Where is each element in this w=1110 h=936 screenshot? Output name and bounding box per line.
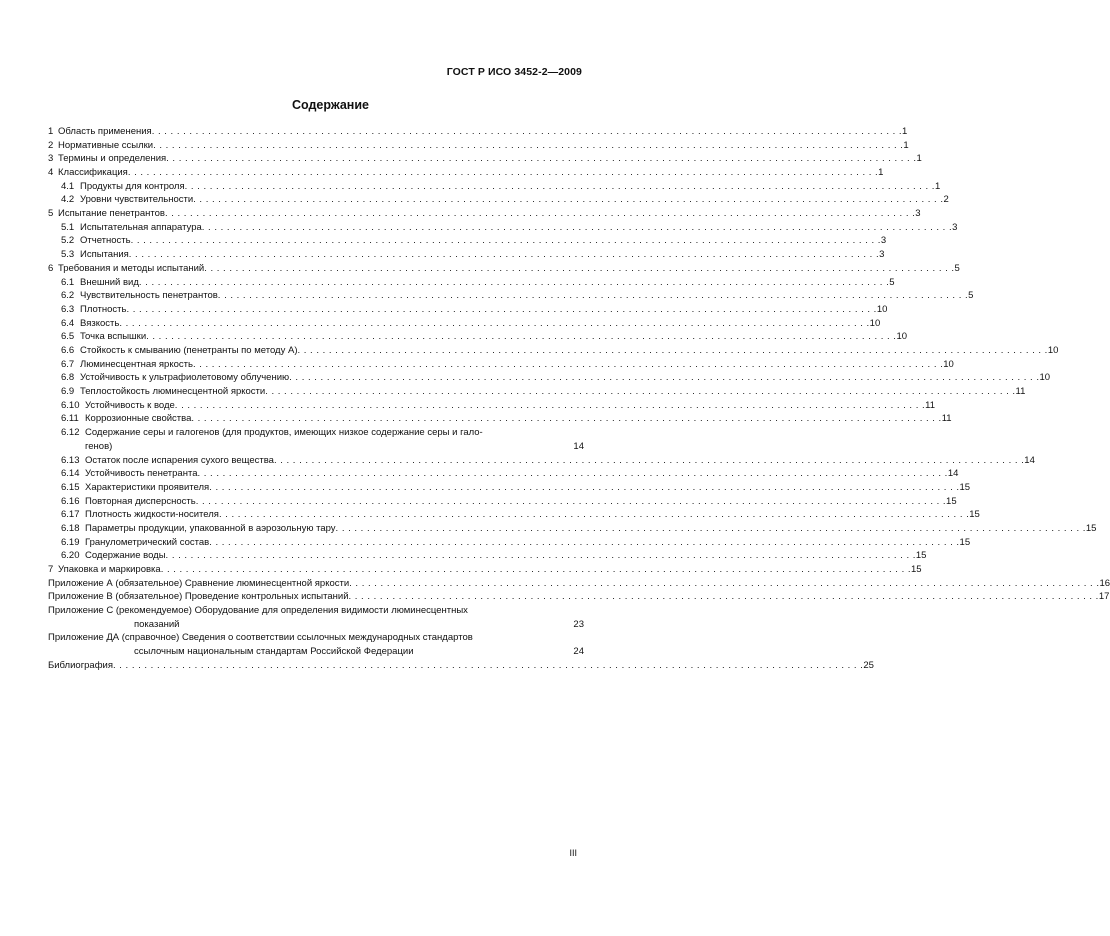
toc-entry-title: Испытания: [80, 249, 129, 261]
dot-leader: [126, 303, 876, 317]
dot-leader: [265, 385, 1015, 399]
table-of-contents: [48, 125, 1110, 673]
toc-entry-title: Нормативные ссылки: [58, 139, 154, 151]
toc-entry[interactable]: [48, 166, 884, 180]
toc-entry-page: 15: [1085, 522, 1097, 534]
toc-entry[interactable]: [48, 248, 885, 262]
toc-entry-number: 6.16: [61, 495, 80, 507]
toc-entry-title: Упаковка и маркировка: [58, 564, 161, 575]
toc-entry[interactable]: [48, 180, 941, 194]
toc-entry-page: 15: [959, 481, 971, 493]
toc-entry-number: 3: [48, 153, 54, 165]
toc-entry-page: 1: [902, 125, 908, 137]
toc-title: Содержание: [291, 98, 369, 112]
toc-entry-page: 15: [911, 564, 922, 575]
dot-leader: [153, 139, 903, 153]
toc-entry-number: 4.2: [61, 194, 75, 206]
toc-entry[interactable]: [48, 385, 1026, 399]
dot-leader: [161, 563, 911, 577]
toc-entry-title: Классификация: [58, 167, 128, 179]
dot-leader: [204, 262, 954, 276]
toc-entry-number: 6.13: [61, 454, 80, 466]
dot-leader: [128, 166, 878, 180]
toc-entry-title: Люминесцентная яркость: [80, 358, 193, 370]
toc-entry-number: 6.20: [61, 550, 80, 562]
toc-entry[interactable]: [48, 221, 958, 235]
toc-entry-number: 6.9: [61, 386, 75, 398]
toc-entry-title-continued: генов): [85, 440, 113, 452]
toc-entry-page: 14: [573, 440, 584, 452]
toc-entry-number: 6.3: [61, 303, 75, 315]
toc-entry[interactable]: [48, 139, 909, 153]
toc-entry-title: Остаток после испарения сухого вещества: [85, 454, 274, 466]
dot-leader: [209, 536, 959, 550]
toc-entry[interactable]: [48, 317, 881, 331]
toc-entry-page: 2: [943, 194, 949, 206]
toc-entry[interactable]: [48, 207, 921, 221]
toc-entry-title: Плотность жидкости-носителя: [85, 509, 219, 521]
toc-entry-number: 5.3: [61, 249, 75, 261]
dot-leader: [152, 125, 902, 139]
toc-entry-number: 6.8: [61, 372, 75, 384]
toc-entry[interactable]: [48, 330, 908, 344]
toc-entry-number: 2: [48, 139, 54, 151]
toc-entry[interactable]: [48, 125, 908, 139]
toc-entry-page: 11: [941, 413, 952, 425]
toc-entry-title: Библиография: [48, 659, 113, 671]
dot-leader: [209, 481, 959, 495]
toc-entry-page: 11: [1015, 386, 1026, 398]
toc-entry[interactable]: [48, 536, 971, 550]
toc-entry-number: 6.19: [61, 536, 80, 548]
toc-entry-number: 6.18: [61, 522, 80, 534]
dot-leader: [202, 221, 952, 235]
toc-entry-title: Испытание пенетрантов: [58, 208, 165, 220]
dot-leader: [297, 344, 1047, 358]
dot-leader: [146, 330, 896, 344]
dot-leader: [219, 508, 969, 522]
toc-entry-number: 6.15: [61, 481, 80, 493]
toc-entry-title: Содержание серы и галогенов (для продуктов, имеющих низкое содержание серы и гало-: [85, 427, 483, 439]
toc-entry-number: 6.4: [61, 317, 75, 329]
toc-entry-title: Стойкость к смыванию (пенетранты по методу А): [80, 344, 298, 356]
dot-leader: [129, 248, 879, 262]
toc-entry[interactable]: [48, 495, 957, 509]
toc-entry-number: 5.2: [61, 235, 75, 247]
toc-entry-page: 15: [946, 495, 957, 507]
dot-leader: [165, 207, 915, 221]
dot-leader: [198, 467, 948, 481]
toc-entry[interactable]: [48, 563, 922, 577]
toc-entry[interactable]: [48, 344, 1059, 358]
toc-entry[interactable]: [48, 549, 927, 563]
toc-entry-number: 6.5: [61, 331, 75, 343]
toc-entry-title: Уровни чувствительности: [80, 194, 194, 206]
toc-entry-title: Приложение С (рекомендуемое) Оборудование для определения видимости люминесцентных: [48, 605, 468, 617]
toc-entry-title: Коррозионные свойства: [85, 413, 192, 425]
toc-entry-page: 15: [969, 509, 980, 521]
toc-entry-page: 16: [1099, 577, 1110, 589]
toc-entry[interactable]: [48, 467, 959, 481]
toc-entry[interactable]: [48, 508, 980, 522]
toc-entry-number: 4.1: [61, 180, 75, 192]
toc-entry[interactable]: [48, 454, 1035, 468]
toc-entry-number: 6.14: [61, 468, 80, 480]
toc-entry[interactable]: [48, 631, 584, 658]
toc-entry-title: Содержание воды: [85, 550, 166, 562]
toc-entry-title: Приложение ДА (справочное) Сведения о соответствии ссылочных международных стандартов: [48, 632, 473, 644]
toc-entry[interactable]: [48, 152, 922, 166]
toc-entry-title: Повторная дисперсность: [85, 495, 196, 507]
dot-leader: [193, 358, 943, 372]
dot-leader: [185, 180, 935, 194]
toc-entry-title: Требования и методы испытаний: [58, 262, 205, 274]
dot-leader: [113, 659, 863, 673]
toc-entry-page: 3: [880, 235, 887, 247]
dot-leader: [175, 399, 925, 413]
toc-entry-number: 7: [48, 564, 54, 575]
toc-entry-number: 6.17: [61, 509, 80, 521]
toc-entry-page: 10: [869, 317, 881, 329]
toc-entry-page: 23: [573, 618, 584, 630]
toc-entry-number: 6.7: [61, 358, 75, 370]
toc-entry-number: 5: [48, 208, 54, 220]
toc-entry-title: Область применения: [58, 125, 152, 137]
toc-entry[interactable]: [48, 276, 895, 290]
toc-entry-page: 1: [916, 153, 922, 165]
toc-entry-number: 6.6: [61, 344, 75, 356]
toc-entry-title: Параметры продукции, упакованной в аэрозольную тару: [85, 522, 336, 534]
toc-entry-title: Приложение В (обязательное) Проведение контрольных испытаний: [48, 591, 349, 603]
toc-entry[interactable]: [48, 289, 974, 303]
toc-entry-title: Теплостойкость люминесцентной яркости: [80, 386, 266, 398]
toc-entry[interactable]: [48, 426, 584, 453]
toc-entry-page: 5: [889, 276, 895, 288]
dot-leader: [193, 193, 943, 207]
toc-entry[interactable]: [48, 303, 888, 317]
toc-entry[interactable]: [48, 193, 949, 207]
toc-entry-title-continued: ссылочным национальным стандартам Российской Федерации: [134, 646, 414, 658]
toc-entry-title: Чувствительность пенетрантов: [80, 290, 218, 302]
toc-entry-title: Устойчивость к ультрафиолетовому облучению: [80, 372, 290, 384]
toc-entry[interactable]: [48, 412, 952, 426]
toc-entry-number: 1: [48, 125, 54, 137]
toc-entry-page: 17: [1098, 591, 1110, 603]
toc-entry-page: 10: [1047, 344, 1059, 356]
toc-entry-page: 5: [968, 290, 974, 302]
toc-entry[interactable]: [48, 604, 584, 631]
toc-entry-number: 6.10: [61, 399, 80, 411]
toc-entry-title: Термины и определения: [58, 153, 167, 165]
toc-entry-page: 15: [959, 536, 971, 548]
toc-entry-title: Отчетность: [80, 235, 131, 247]
toc-entry-page: 25: [863, 659, 874, 671]
page-number: III: [569, 848, 577, 858]
dot-leader: [218, 289, 968, 303]
toc-entry[interactable]: [48, 577, 1110, 591]
toc-entry-page: 10: [1039, 372, 1051, 384]
toc-entry[interactable]: [48, 590, 1110, 604]
toc-entry[interactable]: [48, 522, 1097, 536]
dot-leader: [349, 577, 1099, 591]
toc-entry-number: 4: [48, 167, 54, 179]
toc-entry-page: 3: [915, 208, 921, 220]
dot-leader: [336, 522, 1086, 536]
toc-entry-title: Характеристики проявителя: [85, 481, 210, 493]
toc-entry-title: Приложение А (обязательное) Сравнение люминесцентной яркости: [48, 577, 350, 589]
toc-entry-number: 5.1: [61, 221, 75, 233]
toc-entry-page: 5: [954, 262, 960, 274]
toc-entry[interactable]: [48, 659, 874, 673]
toc-entry-title-continued: показаний: [134, 618, 180, 630]
toc-entry-number: 6.11: [61, 413, 79, 425]
dot-leader: [196, 495, 946, 509]
dot-leader: [289, 371, 1039, 385]
toc-entry[interactable]: [48, 358, 954, 372]
toc-entry-number: 6.12: [61, 427, 80, 439]
toc-entry-page: 1: [903, 139, 909, 151]
toc-entry-page: 24: [573, 646, 584, 658]
dot-leader: [274, 454, 1024, 468]
dot-leader: [349, 590, 1099, 604]
toc-entry-number: 6.2: [61, 290, 75, 302]
toc-entry-page: 14: [1024, 454, 1035, 466]
dot-leader: [166, 549, 916, 563]
toc-entry-page: 3: [952, 221, 958, 233]
toc-entry-page: 10: [876, 303, 888, 315]
toc-entry-page: 3: [879, 249, 885, 261]
toc-entry-number: 6: [48, 262, 54, 274]
toc-entry-title: Испытательная аппаратура: [80, 221, 202, 233]
toc-entry-page: 15: [915, 550, 927, 562]
toc-entry-page: 10: [943, 358, 954, 370]
toc-entry-page: 10: [896, 331, 908, 343]
toc-entry[interactable]: [48, 399, 935, 413]
dot-leader: [166, 152, 916, 166]
toc-entry-title: Внешний вид: [80, 276, 139, 288]
toc-entry-title: Устойчивость к воде: [85, 399, 175, 411]
dot-leader: [119, 317, 869, 331]
toc-entry-number: 6.1: [61, 276, 75, 288]
document-code: ГОСТ Р ИСО 3452-2—2009: [446, 66, 582, 78]
toc-entry[interactable]: [48, 371, 1051, 385]
toc-entry-title: Гранулометрический состав: [85, 536, 210, 548]
toc-entry-title: Устойчивость пенетранта: [85, 468, 198, 480]
dot-leader: [131, 234, 881, 248]
dot-leader: [139, 276, 889, 290]
toc-entry-title: Продукты для контроля: [80, 180, 185, 192]
toc-entry[interactable]: [48, 262, 960, 276]
toc-entry-page: 1: [878, 167, 884, 179]
toc-entry-page: 11: [925, 399, 935, 411]
toc-entry-page: 14: [947, 468, 959, 480]
toc-entry-title: Вязкость: [80, 317, 120, 329]
toc-entry[interactable]: [48, 235, 887, 249]
toc-entry-title: Плотность: [80, 303, 127, 315]
toc-entry-page: 1: [934, 180, 941, 192]
toc-entry-title: Точка вспышки: [80, 331, 147, 343]
dot-leader: [191, 412, 941, 426]
toc-entry[interactable]: [48, 481, 971, 495]
